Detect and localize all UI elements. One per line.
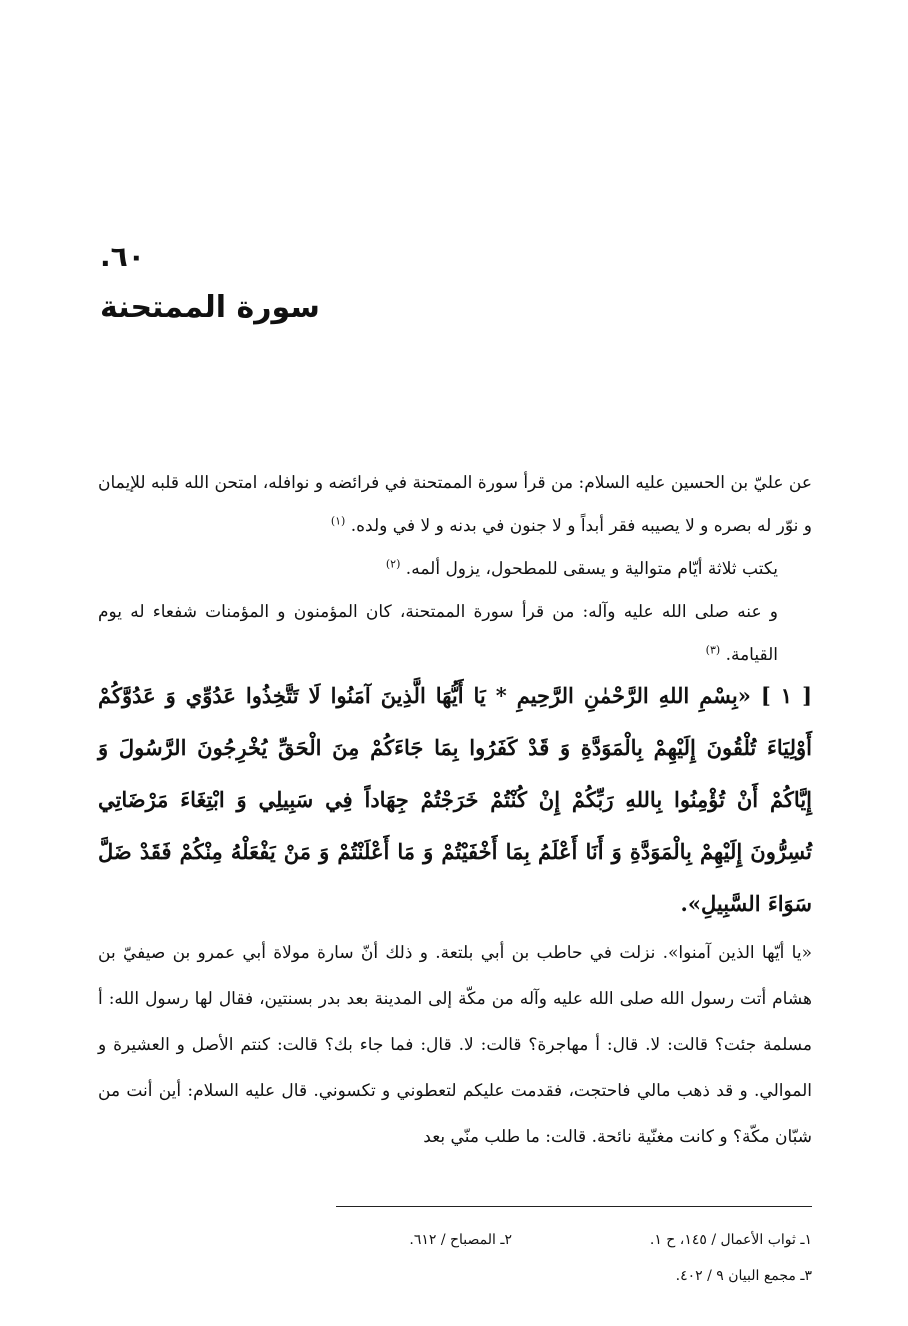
chapter-title: سورة الممتحنة <box>100 290 320 325</box>
intro-text: يكتب ثلاثة أيّام متوالية و يسقى للمطحول، يزول ألمه. <box>405 559 778 579</box>
intro-section <box>98 462 812 677</box>
commentary-paragraph: «يا أيّها الذين آمنوا». نزلت في حاطب بن أبي بلتعة. و ذلك أنّ سارة مولاة أبي عمرو بن صيفيّ بن هشام أتت رسول الله صلى الله عليه وآله من مكّة إلى المدينة بعد بدر بسنتين، فقال لها رسول الله: أ مسلمة جئت؟ قالت: لا. قال: أ مهاجرة؟ قالت: لا. قال: فما جاء بك؟ قالت: كنتم الأصل و العشيرة و الموالي. و قد ذهب مالي فاحتجت، فقدمت عليكم لتعطوني و تكسوني. قال عليه السلام: أين أنت من شبّان مكّة؟ و كانت مغنّية نائحة. قالت: ما طلب منّي بعد <box>98 943 812 1147</box>
intro-paragraph <box>98 548 812 591</box>
footnote-ref: (٣) <box>705 643 721 657</box>
footnote-item: ٢ـ المصباح / ٦١٢. <box>409 1232 512 1248</box>
footnote-item: ١ـ ثواب الأعمال / ١٤٥، ح ١. <box>649 1232 812 1248</box>
footnote-ref: (١) <box>330 514 346 528</box>
quran-verse: [ ١ ] «بِسْمِ اللهِ الرَّحْمٰنِ الرَّحِيمِ * يَا أَيُّهَا الَّذِينَ آمَنُوا لَا تَتَّخِذُوا عَدُوِّي وَ عَدُوَّكُمْ أَوْلِيَاءَ تُلْقُونَ إِلَيْهِمْ بِالْمَوَدَّةِ وَ قَدْ كَفَرُوا بِمَا جَاءَكُمْ مِنَ الْحَقِّ يُخْرِجُونَ الرَّسُولَ وَ إِيَّاكُمْ أَنْ تُؤْمِنُوا بِاللهِ رَبِّكُمْ إِنْ كُنْتُمْ خَرَجْتُمْ جِهَاداً فِي سَبِيلِي وَ ابْتِغَاءَ مَرْضَاتِي تُسِرُّونَ إِلَيْهِمْ بِالْمَوَدَّةِ وَ أَنَا أَعْلَمُ بِمَا أَخْفَيْتُمْ وَ مَا أَعْلَنْتُمْ وَ مَنْ يَفْعَلْهُ مِنْكُمْ فَقَدْ ضَلَّ سَوَاءَ السَّبِيلِ». <box>98 683 813 916</box>
intro-paragraph <box>98 591 812 677</box>
intro-text: و عنه صلى الله عليه وآله: من قرأ سورة الممتحنة، كان المؤمنون و المؤمنات شفعاء له يوم القيامة. <box>98 602 778 665</box>
footnote-ref: (٢) <box>385 557 401 571</box>
intro-text: عن عليّ بن الحسين عليه السلام: من قرأ سورة الممتحنة في فرائضه و نوافله، امتحن الله قلبه للإيمان و نوّر له بصره و لا يصيبه فقر أبداً و لا جنون في بدنه و لا في ولده. <box>98 473 812 536</box>
intro-paragraph <box>98 462 812 548</box>
footnotes <box>98 1222 812 1294</box>
chapter-number: ٦٠. <box>100 240 145 273</box>
footnote-divider <box>336 1206 812 1207</box>
footnote-row <box>98 1222 812 1258</box>
footnote-item: ٣ـ مجمع البيان ٩ / ٤٠٢. <box>675 1268 812 1284</box>
footnote-row <box>98 1258 812 1294</box>
